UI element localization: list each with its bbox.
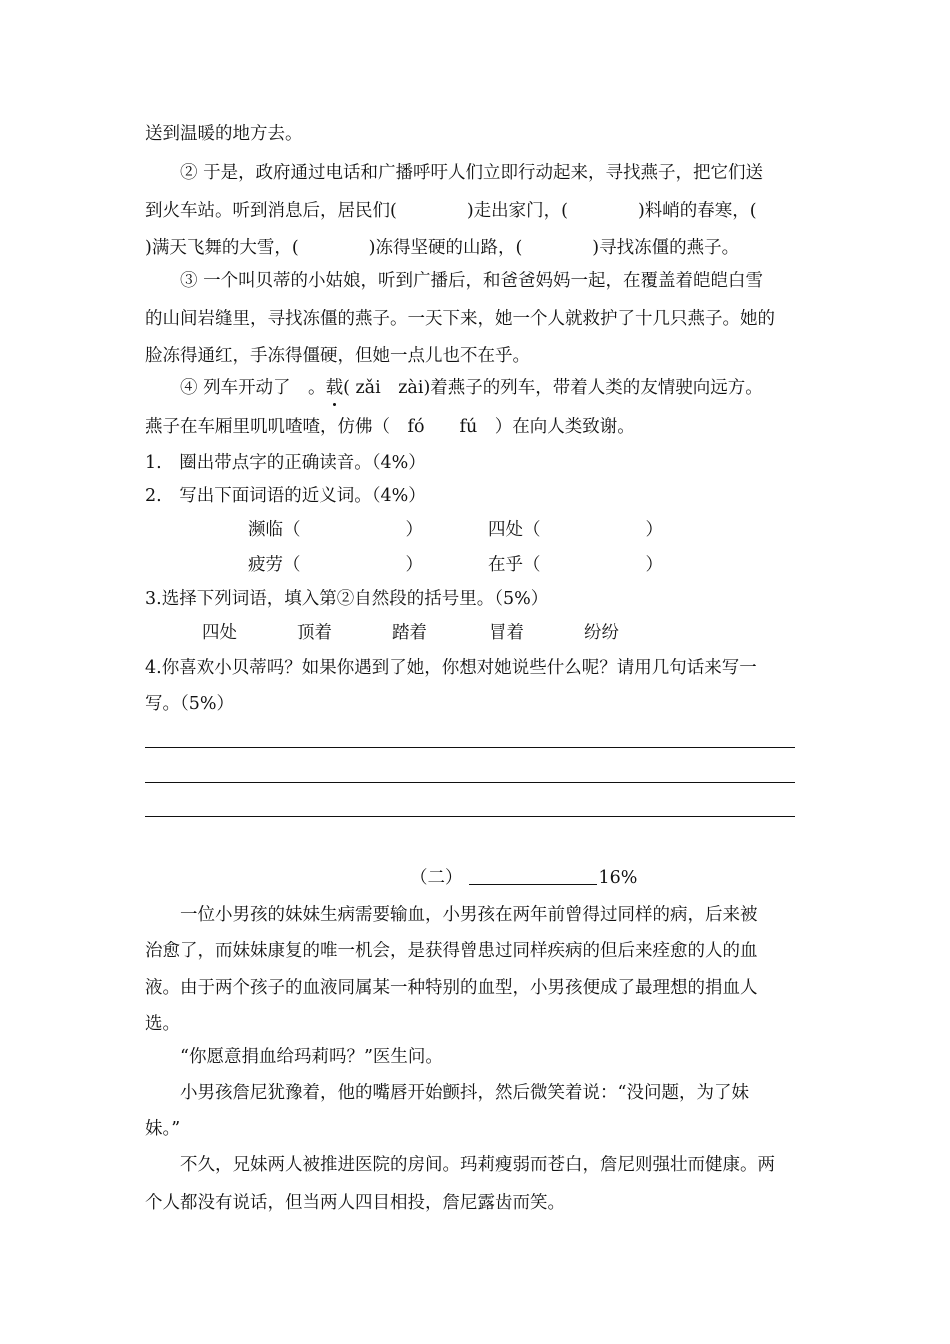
passage-line: 送到温暖的地方去。	[145, 124, 303, 144]
paragraph-4-line	[180, 376, 763, 400]
section-title	[410, 866, 637, 890]
word-choice: 踏着	[392, 623, 427, 643]
title-blank[interactable]	[469, 866, 597, 885]
paragraph-2-line: 到火车站。听到消息后，居民们( )走出家门，( )料峭的春寒，(	[145, 201, 757, 221]
word-choice: 纷纷	[584, 623, 619, 643]
answer-line[interactable]	[145, 782, 795, 783]
section-title-score: 16%	[598, 868, 638, 888]
part2-paragraph-line: 妹。”	[145, 1119, 181, 1139]
question-4-line: 写。（5%）	[145, 694, 235, 714]
paragraph-3-line: 的山间岩缝里，寻找冻僵的燕子。一天下来，她一个人就救护了十几只燕子。她的	[145, 309, 775, 329]
p4-text-b: ( zǎi zài)着燕子的列车，带着人类的友情驶向远方。	[343, 378, 763, 398]
question-3: 3.选择下列词语，填入第②自然段的括号里。（5%）	[145, 589, 549, 609]
word-choice: 顶着	[297, 623, 332, 643]
part2-paragraph-line: 一位小男孩的妹妹生病需要输血，小男孩在两年前曾得过同样的病，后来被	[180, 905, 758, 925]
question-4-line: 4.你喜欢小贝蒂吗？如果你遇到了她，你想对她说些什么呢？请用几句话来写一	[145, 658, 757, 678]
part2-paragraph-line: 选。	[145, 1014, 180, 1034]
answer-line[interactable]	[145, 747, 795, 748]
synonym-blank[interactable]: 濒临（ ）	[248, 520, 423, 540]
question-2: 2. 写出下面词语的近义词。（4%）	[145, 486, 426, 506]
synonym-blank[interactable]: 疲劳（ ）	[248, 555, 423, 575]
section-title-prefix: （二）	[410, 868, 463, 888]
paragraph-3-line: ③ 一个叫贝蒂的小姑娘，听到广播后，和爸爸妈妈一起，在覆盖着皑皑白雪	[180, 271, 764, 291]
synonym-blank[interactable]: 在乎（ ）	[488, 555, 663, 575]
part2-paragraph-line: 液。由于两个孩子的血液同属某一种特别的血型，小男孩便成了最理想的捐血人	[145, 978, 758, 998]
paragraph-2-line: ② 于是，政府通过电话和广播呼吁人们立即行动起来，寻找燕子，把它们送	[180, 163, 764, 183]
part2-paragraph-line: 治愈了，而妹妹康复的唯一机会，是获得曾患过同样疾病的但后来痊愈的人的血	[145, 941, 758, 961]
question-1: 1. 圈出带点字的正确读音。（4%）	[145, 453, 426, 473]
paragraph-4-line: 燕子在车厢里叽叽喳喳，仿佛（ fó fú ）在向人类致谢。	[145, 417, 635, 437]
synonym-blank[interactable]: 四处（ ）	[488, 520, 663, 540]
word-choice: 四处	[202, 623, 237, 643]
part2-paragraph-line: 个人都没有说话，但当两人四目相投，詹尼露齿而笑。	[145, 1193, 565, 1213]
paragraph-3-line: 脸冻得通红，手冻得僵硬，但她一点儿也不在乎。	[145, 346, 530, 366]
word-choice: 冒着	[489, 623, 524, 643]
dotted-character: 载	[325, 378, 344, 398]
part2-paragraph-line: “你愿意捐血给玛莉吗？”医生问。	[180, 1047, 443, 1067]
answer-line[interactable]	[145, 816, 795, 817]
paragraph-2-line: )满天飞舞的大雪，( )冻得坚硬的山路，( )寻找冻僵的燕子。	[145, 238, 740, 258]
part2-paragraph-line: 小男孩詹尼犹豫着，他的嘴唇开始颤抖，然后微笑着说：“没问题，为了妹	[180, 1083, 749, 1103]
p4-text-a: ④ 列车开动了 。	[180, 378, 326, 398]
part2-paragraph-line: 不久，兄妹两人被推进医院的房间。玛莉瘦弱而苍白，詹尼则强壮而健康。两	[180, 1155, 775, 1175]
